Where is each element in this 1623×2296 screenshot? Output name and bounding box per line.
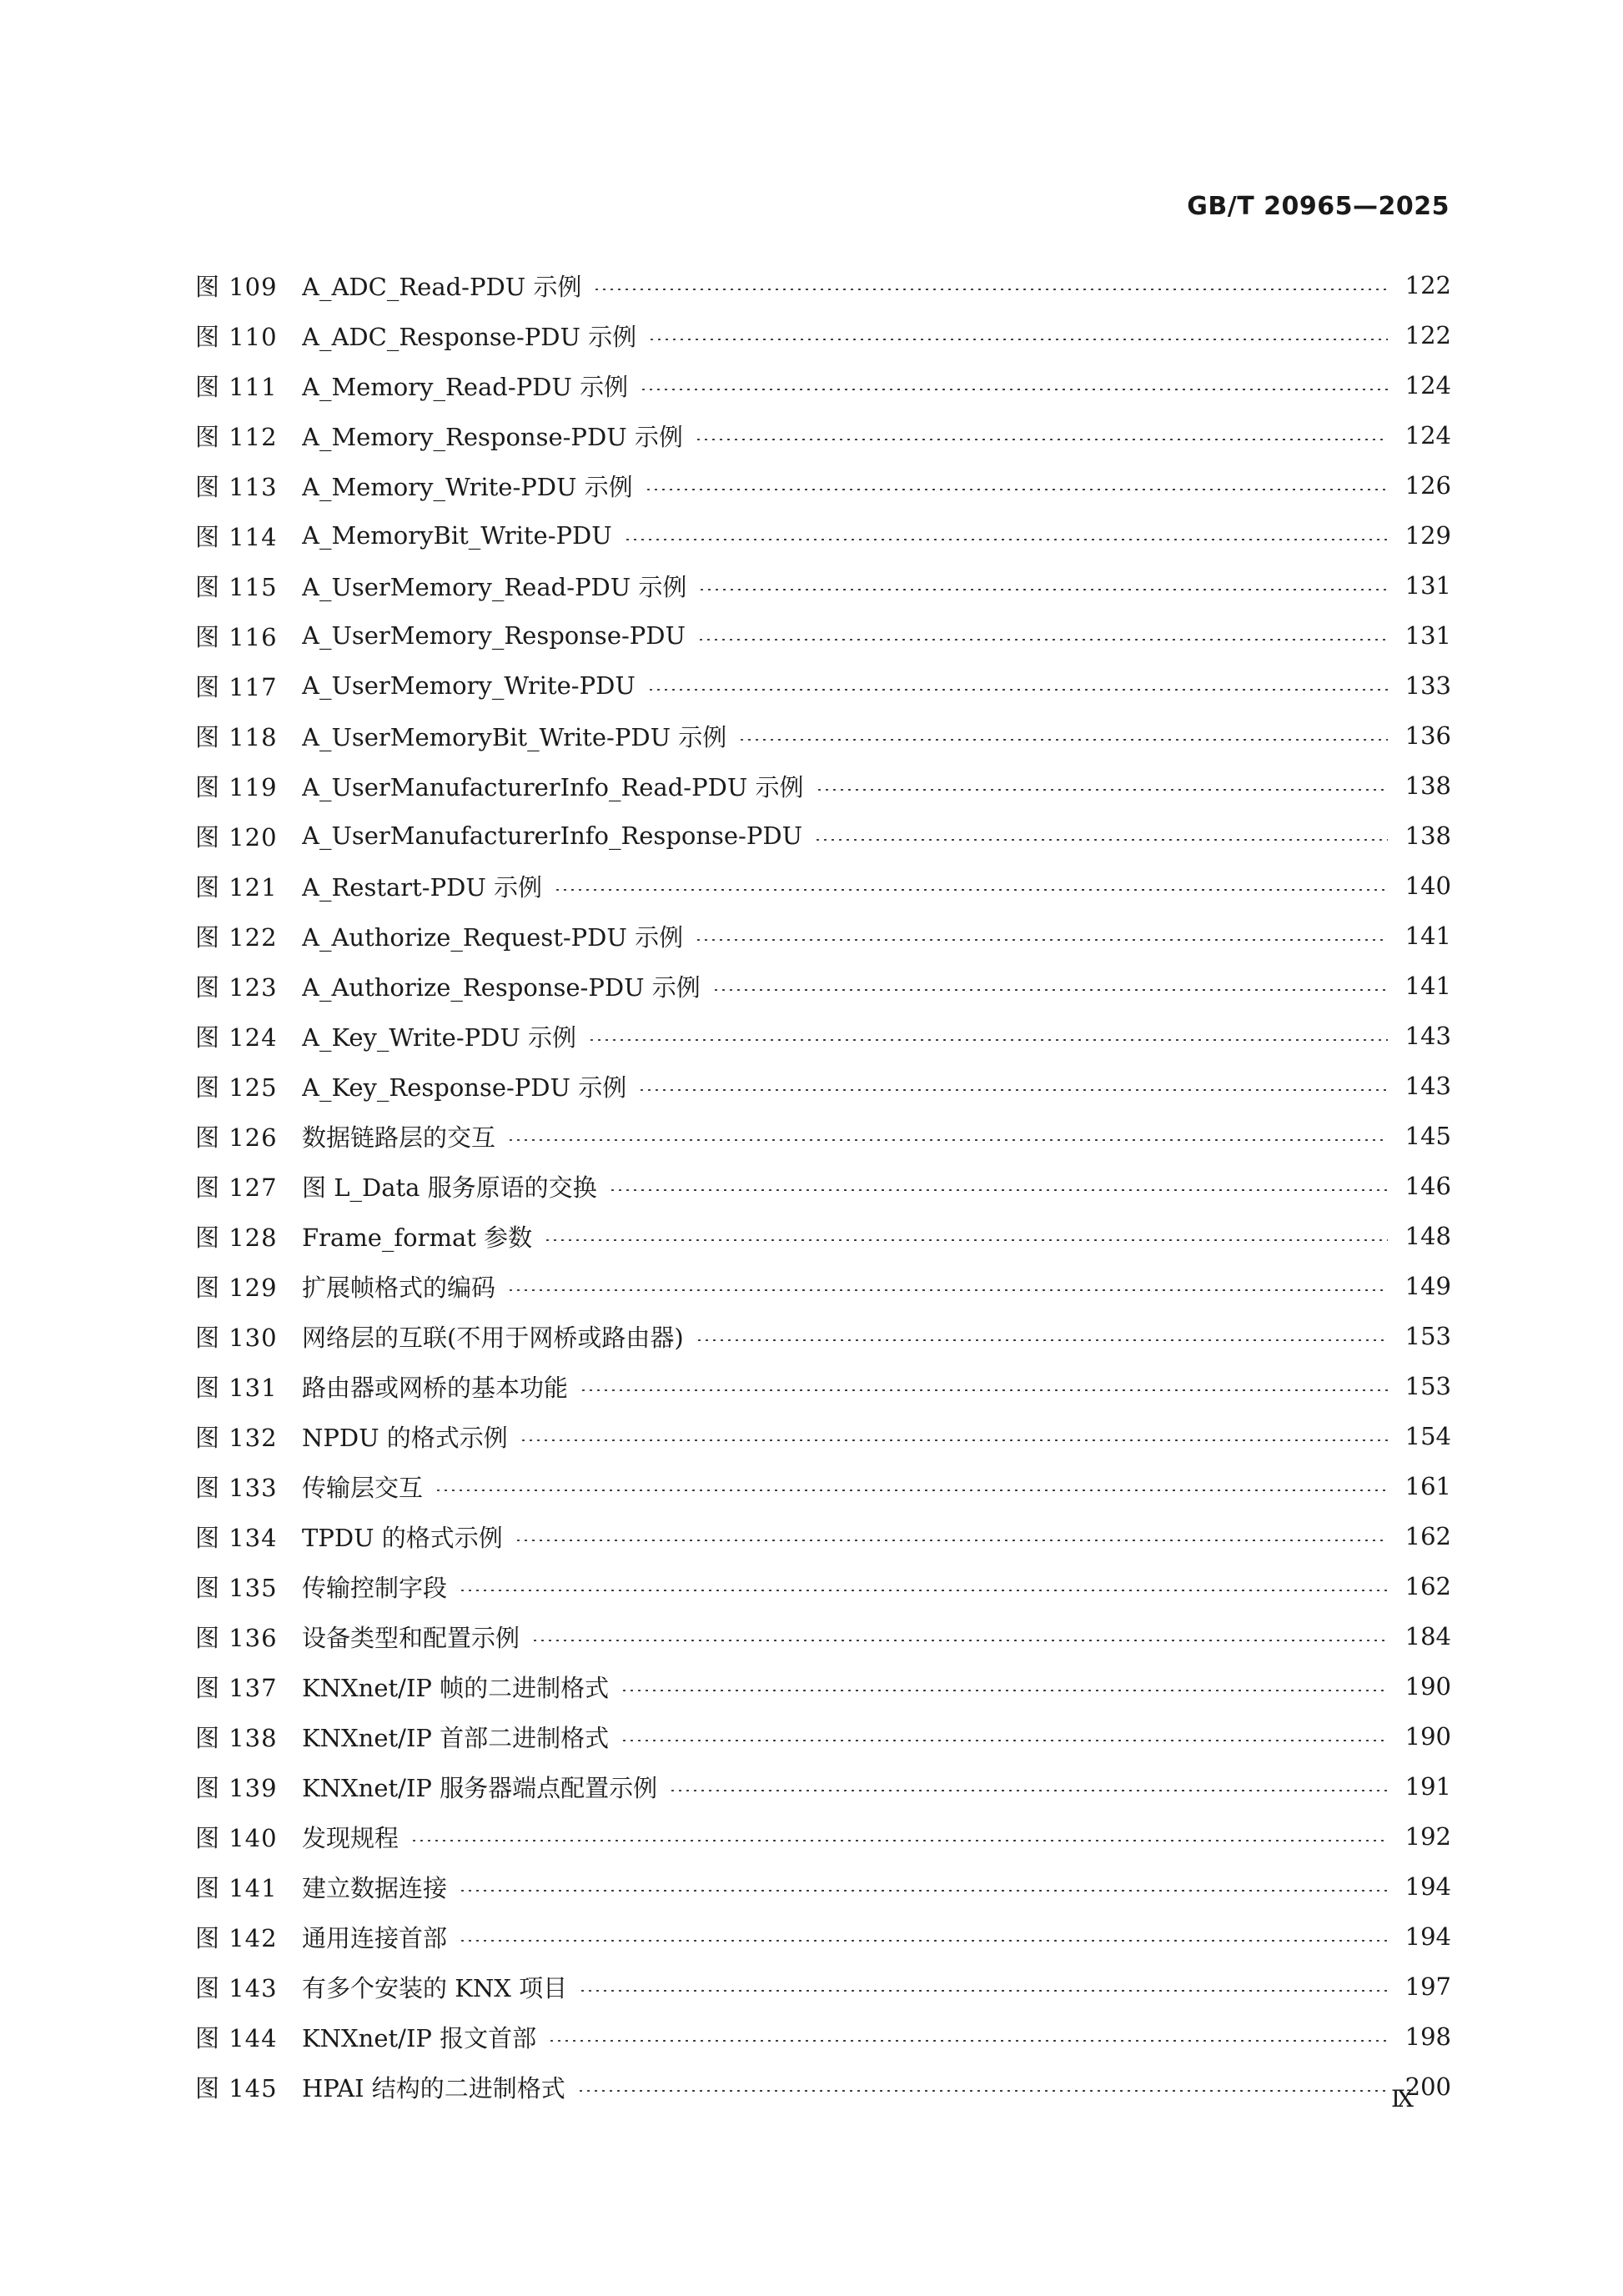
figure-title: A_UserManufacturerInfo_Response-PDU [302,821,803,850]
toc-entry[interactable] [195,1061,1451,1111]
dot-leader [580,1389,1388,1391]
figure-number: 图 133 [195,1473,278,1502]
page-reference: 146 [1404,1172,1451,1200]
figure-number: 图 118 [195,722,278,751]
figure-title: A_Authorize_Response-PDU 示例 [302,972,701,1002]
toc-entry[interactable] [195,1861,1451,1912]
page-reference: 138 [1404,821,1451,850]
dot-leader [507,1289,1388,1291]
toc-entry[interactable] [195,1611,1451,1661]
dot-leader [697,639,1388,641]
figure-title: KNXnet/IP 帧的二进制格式 [302,1673,610,1702]
toc-entry[interactable] [195,1511,1451,1561]
figure-number: 图 144 [195,2023,278,2052]
figure-number: 图 112 [195,422,278,451]
page-reference: 162 [1404,1522,1451,1550]
toc-entry[interactable] [195,1761,1451,1811]
figure-title: 有多个安装的 KNX 项目 [302,1973,568,2002]
figure-title: KNXnet/IP 服务器端点配置示例 [302,1773,658,1802]
dot-leader [548,2040,1388,2042]
figure-number: 图 132 [195,1423,278,1452]
page-reference: 154 [1404,1422,1451,1450]
figure-title: A_ADC_Response-PDU 示例 [302,322,637,351]
figure-number: 图 131 [195,1373,278,1402]
figure-number: 图 111 [195,372,278,401]
figure-number: 图 138 [195,1723,278,1752]
figure-number: 图 124 [195,1022,278,1052]
toc-entry[interactable] [195,510,1451,560]
page-reference: 133 [1404,671,1451,700]
dot-leader [640,389,1388,390]
toc-entry[interactable] [195,761,1451,811]
toc-entry[interactable] [195,961,1451,1011]
figure-number: 图 122 [195,922,278,952]
dot-leader [515,1540,1388,1541]
dot-leader [695,939,1388,941]
dot-leader [544,1239,1388,1241]
figure-number: 图 117 [195,672,278,701]
page-reference: 190 [1404,1722,1451,1751]
figure-title: A_MemoryBit_Write-PDU [302,521,612,550]
toc-entry[interactable] [195,260,1451,310]
toc-entry[interactable] [195,560,1451,610]
figure-number: 图 142 [195,1923,278,1952]
page-reference: 143 [1404,1072,1451,1100]
figure-number: 图 119 [195,772,278,801]
figure-title: HPAI 结构的二进制格式 [302,2073,565,2103]
toc-entry[interactable] [195,2062,1451,2112]
toc-entry[interactable] [195,460,1451,510]
figure-number: 图 127 [195,1173,278,1202]
dot-leader [593,289,1388,290]
dot-leader [696,1339,1388,1341]
page-reference: 148 [1404,1222,1451,1250]
figure-title: 发现规程 [302,1823,399,1852]
toc-entry[interactable] [195,310,1451,360]
figure-number: 图 143 [195,1973,278,2002]
toc-entry[interactable] [195,1211,1451,1261]
page-reference: 143 [1404,1022,1451,1050]
page-reference: 122 [1404,271,1451,299]
figure-number: 图 109 [195,272,278,301]
toc-entry[interactable] [195,410,1451,460]
page-reference: 194 [1404,1922,1451,1951]
figure-title: A_Key_Response-PDU 示例 [302,1073,627,1102]
toc-entry[interactable] [195,360,1451,410]
figure-number: 图 140 [195,1823,278,1852]
toc-entry[interactable] [195,1011,1451,1061]
page-reference: 140 [1404,872,1451,900]
page-reference: 161 [1404,1472,1451,1500]
dot-leader [507,1139,1388,1141]
page-reference: 153 [1404,1322,1451,1350]
page-reference: 192 [1404,1822,1451,1851]
figure-title: A_UserMemory_Write-PDU [302,671,636,700]
toc-entry[interactable] [195,911,1451,961]
page-number: Ⅸ [1391,2085,1414,2113]
page-reference: 124 [1404,371,1451,399]
figure-title: 图 L_Data 服务原语的交换 [302,1173,597,1202]
dot-leader [669,1790,1388,1791]
toc-entry[interactable] [195,1661,1451,1711]
dot-leader [816,789,1388,791]
figure-title: A_Authorize_Request-PDU 示例 [302,922,684,952]
figure-number: 图 129 [195,1273,278,1302]
dot-leader [638,1089,1388,1091]
dot-leader [814,839,1388,841]
figure-title: A_UserManufacturerInfo_Read-PDU 示例 [302,772,804,801]
page-reference: 126 [1404,471,1451,500]
figure-title: 扩展帧格式的编码 [302,1273,496,1302]
figure-title: A_Memory_Write-PDU 示例 [302,472,633,501]
dot-leader [459,1590,1388,1591]
figure-number: 图 113 [195,472,278,501]
toc-entry[interactable] [195,1361,1451,1411]
figure-number: 图 134 [195,1523,278,1552]
toc-entry[interactable] [195,610,1451,661]
toc-entry[interactable] [195,1461,1451,1511]
figure-number: 图 141 [195,1873,278,1902]
figure-title: A_UserMemoryBit_Write-PDU 示例 [302,722,727,751]
figure-title: 传输控制字段 [302,1573,448,1602]
toc-entry[interactable] [195,1161,1451,1211]
toc-entry[interactable] [195,1561,1451,1611]
figure-title: A_ADC_Read-PDU 示例 [302,272,582,301]
figure-title: A_UserMemory_Read-PDU 示例 [302,572,687,601]
figure-title: A_Memory_Response-PDU 示例 [302,422,683,451]
dot-leader [621,1740,1388,1741]
toc-entry[interactable] [195,1111,1451,1161]
toc-entry[interactable] [195,861,1451,911]
figure-title: 路由器或网桥的基本功能 [302,1373,569,1402]
toc-entry[interactable] [195,1261,1451,1311]
page-reference: 138 [1404,771,1451,800]
figure-title: NPDU 的格式示例 [302,1423,508,1452]
dot-leader [609,1189,1388,1191]
page-reference: 184 [1404,1622,1451,1650]
figure-number: 图 128 [195,1223,278,1252]
toc-entry[interactable] [195,1811,1451,1861]
figure-title: A_Key_Write-PDU 示例 [302,1022,577,1052]
figure-list [195,260,1451,2112]
figure-number: 图 115 [195,572,278,601]
figure-number: 图 120 [195,822,278,852]
toc-entry[interactable] [195,1411,1451,1461]
toc-entry[interactable] [195,2012,1451,2062]
figure-title: KNXnet/IP 报文首部 [302,2023,537,2052]
dot-leader [621,1690,1388,1691]
toc-entry[interactable] [195,1962,1451,2012]
figure-number: 图 135 [195,1573,278,1602]
dot-leader [648,339,1388,340]
figure-number: 图 110 [195,322,278,351]
toc-entry[interactable] [195,661,1451,711]
figure-number: 图 125 [195,1073,278,1102]
figure-title: KNXnet/IP 首部二进制格式 [302,1723,610,1752]
dot-leader [647,689,1388,691]
figure-number: 图 145 [195,2073,278,2103]
page-reference: 190 [1404,1672,1451,1701]
page-reference: 141 [1404,972,1451,1000]
figure-number: 图 121 [195,872,278,902]
page-reference: 191 [1404,1772,1451,1801]
dot-leader [645,489,1388,490]
figure-title: Frame_format 参数 [302,1223,533,1252]
figure-title: 建立数据连接 [302,1873,448,1902]
dot-leader [459,1940,1388,1942]
dot-leader [531,1640,1388,1641]
toc-entry[interactable] [195,1912,1451,1962]
dot-leader [459,1890,1388,1892]
figure-number: 图 137 [195,1673,278,1702]
figure-title: TPDU 的格式示例 [302,1523,503,1552]
toc-entry[interactable] [195,811,1451,861]
dot-leader [712,989,1388,991]
page-reference: 149 [1404,1272,1451,1300]
figure-title: A_UserMemory_Response-PDU [302,621,686,650]
figure-number: 图 126 [195,1123,278,1152]
page-reference: 131 [1404,571,1451,600]
page-reference: 124 [1404,421,1451,450]
dot-leader [435,1490,1388,1491]
toc-entry[interactable] [195,711,1451,761]
figure-number: 图 123 [195,972,278,1002]
document-code: GB/T 20965—2025 [1187,192,1450,221]
dot-leader [577,2090,1388,2092]
page-reference: 145 [1404,1122,1451,1150]
dot-leader [698,589,1388,590]
figure-title: 传输层交互 [302,1473,424,1502]
page-reference: 197 [1404,1972,1451,2001]
page-reference: 131 [1404,621,1451,650]
dot-leader [554,889,1388,891]
figure-title: 数据链路层的交互 [302,1123,496,1152]
figure-title: 通用连接首部 [302,1923,448,1952]
page-reference: 153 [1404,1372,1451,1400]
figure-title: A_Restart-PDU 示例 [302,872,543,902]
page-reference: 200 [1404,2072,1451,2101]
page-reference: 141 [1404,922,1451,950]
toc-entry[interactable] [195,1711,1451,1761]
figure-number: 图 136 [195,1623,278,1652]
page-reference: 122 [1404,321,1451,349]
figure-title: 设备类型和配置示例 [302,1623,520,1652]
dot-leader [520,1439,1388,1441]
toc-entry[interactable] [195,1311,1451,1361]
dot-leader [738,739,1388,741]
page-reference: 198 [1404,2022,1451,2051]
dot-leader [624,539,1388,540]
figure-number: 图 114 [195,522,278,551]
page-reference: 194 [1404,1872,1451,1901]
page-reference: 136 [1404,721,1451,750]
dot-leader [410,1840,1388,1841]
figure-number: 图 130 [195,1323,278,1352]
dot-leader [695,439,1388,440]
figure-title: 网络层的互联(不用于网桥或路由器) [302,1323,684,1352]
page-reference: 162 [1404,1572,1451,1600]
page-reference: 129 [1404,521,1451,550]
dot-leader [579,1990,1388,1992]
figure-title: A_Memory_Read-PDU 示例 [302,372,629,401]
figure-number: 图 139 [195,1773,278,1802]
dot-leader [588,1039,1388,1041]
figure-number: 图 116 [195,622,278,651]
